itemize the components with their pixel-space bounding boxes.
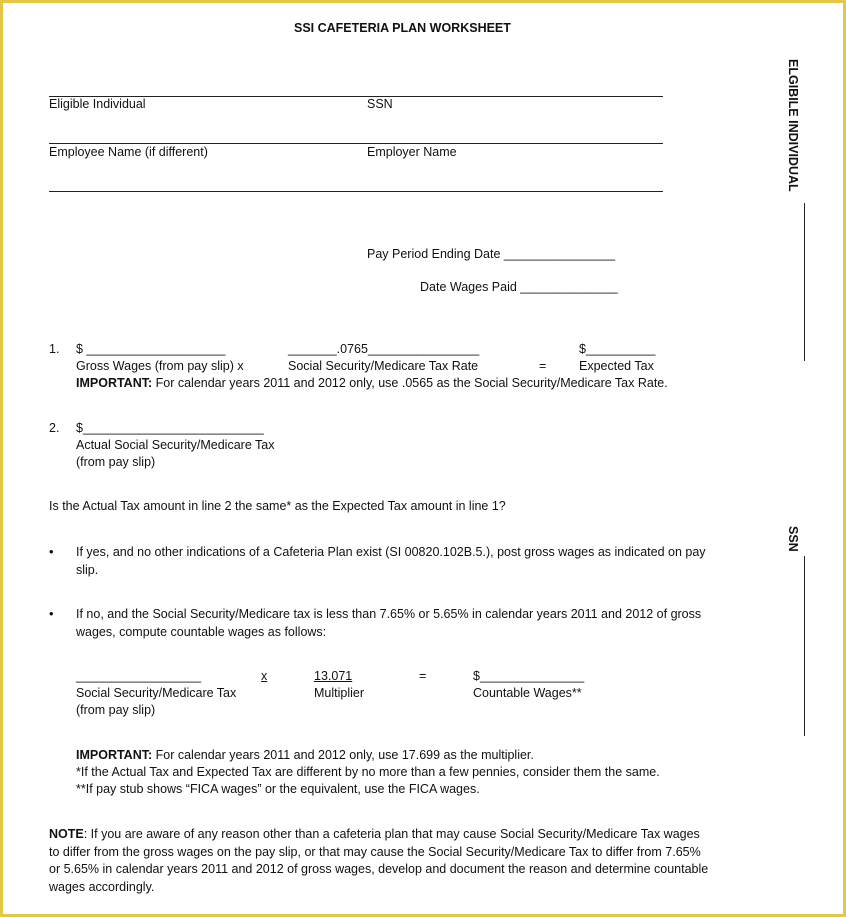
line1-number: 1. (49, 342, 60, 356)
employee-name-label: Employee Name (if different) (49, 145, 208, 159)
gross-wages-label: Gross Wages (from pay slip) x (76, 359, 244, 373)
ssn-label: SSN (367, 97, 393, 111)
important-text: For calendar years 2011 and 2012 only, use .0565 as the Social Security/Medicare Tax Rate. (152, 376, 668, 390)
countable-wages-label: Countable Wages** (473, 686, 582, 700)
equals-sign: = (539, 359, 547, 373)
page-title: SSI CAFETERIA PLAN WORKSHEET (294, 21, 511, 35)
eligible-individual-label: Eligible Individual (49, 97, 146, 111)
note-line1 (49, 826, 708, 844)
tax-rate-field[interactable]: _______.0765________________ (288, 342, 480, 356)
date-wages-paid-field[interactable]: Date Wages Paid ______________ (420, 280, 618, 294)
side-eligible-line[interactable] (804, 203, 805, 361)
important-bold: IMPORTANT: (76, 376, 153, 390)
calc-tax-label: Social Security/Medicare Tax (76, 686, 237, 700)
bullet-icon: • (49, 544, 54, 559)
bullet-no-line1: If no, and the Social Security/Medicare tax is less than 7.65% or 5.65% in calendar years 2011 and 2012 of gross (76, 607, 702, 621)
actual-tax-field[interactable]: $__________________________ (76, 421, 264, 435)
important-note-1 (76, 376, 668, 391)
note-line4: wages accordingly. (49, 879, 155, 894)
important-note-2 (76, 748, 534, 763)
comparison-question: Is the Actual Tax amount in line 2 the same* as the Expected Tax amount in line 1? (49, 499, 506, 513)
multiplier-value: 13.071 (314, 669, 353, 683)
important2-text: For calendar years 2011 and 2012 only, use 17.699 as the multiplier. (152, 748, 534, 762)
times-sign: x (261, 669, 268, 683)
calc-tax-field[interactable]: __________________ (76, 669, 202, 683)
address-line[interactable] (49, 191, 663, 192)
important2-bold: IMPORTANT: (76, 748, 153, 762)
employee-name-line[interactable] (49, 143, 663, 144)
side-ssn-label: SSN (786, 526, 800, 552)
tax-rate-label: Social Security/Medicare Tax Rate (288, 359, 479, 373)
expected-tax-label: Expected Tax (579, 359, 654, 373)
calc-equals-sign: = (419, 669, 427, 683)
expected-tax-field[interactable]: $__________ (579, 342, 656, 356)
footnote-double-asterisk: **If pay stub shows “FICA wages” or the equivalent, use the FICA wages. (76, 782, 480, 796)
bullet-yes-line2: slip. (76, 562, 99, 577)
note-bold: NOTE (49, 827, 84, 841)
line2-number: 2. (49, 421, 60, 435)
pay-period-field[interactable]: Pay Period Ending Date ________________ (367, 247, 616, 261)
bullet-no (76, 606, 701, 641)
bullet-yes (76, 544, 706, 579)
note-line1-text: : If you are aware of any reason other than a cafeteria plan that may cause Social Security/Medicare Tax wages (83, 827, 700, 841)
gross-wages-field[interactable]: $ ____________________ (76, 342, 226, 356)
bullet-yes-line1: If yes, and no other indications of a Cafeteria Plan exist (SI 00820.102B.5.), post gross wages as indicated on pay (76, 545, 706, 559)
note-line2: to differ from the gross wages on the pay slip, or that may cause the Social Security/Medicare Tax to differ from 7.65% (49, 844, 701, 859)
actual-tax-label: Actual Social Security/Medicare Tax (76, 438, 275, 452)
actual-tax-sublabel: (from pay slip) (76, 455, 156, 469)
multiplier-label: Multiplier (314, 686, 365, 700)
side-ssn-line[interactable] (804, 556, 805, 736)
footnote-asterisk: *If the Actual Tax and Expected Tax are different by no more than a few pennies, consider them the same. (76, 765, 660, 779)
countable-wages-field[interactable]: $_______________ (473, 669, 585, 683)
side-eligible-label: ELGIBILE INDIVIDUAL (786, 59, 800, 192)
note-paragraph (49, 826, 708, 896)
bullet-icon: • (49, 606, 54, 621)
employer-name-label: Employer Name (367, 145, 457, 159)
bullet-no-line2: wages, compute countable wages as follows: (76, 624, 327, 639)
calc-tax-sublabel: (from pay slip) (76, 703, 156, 717)
note-line3: or 5.65% in calendar years 2011 and 2012 of gross wages, develop and document the reason and determine countable (49, 862, 709, 876)
